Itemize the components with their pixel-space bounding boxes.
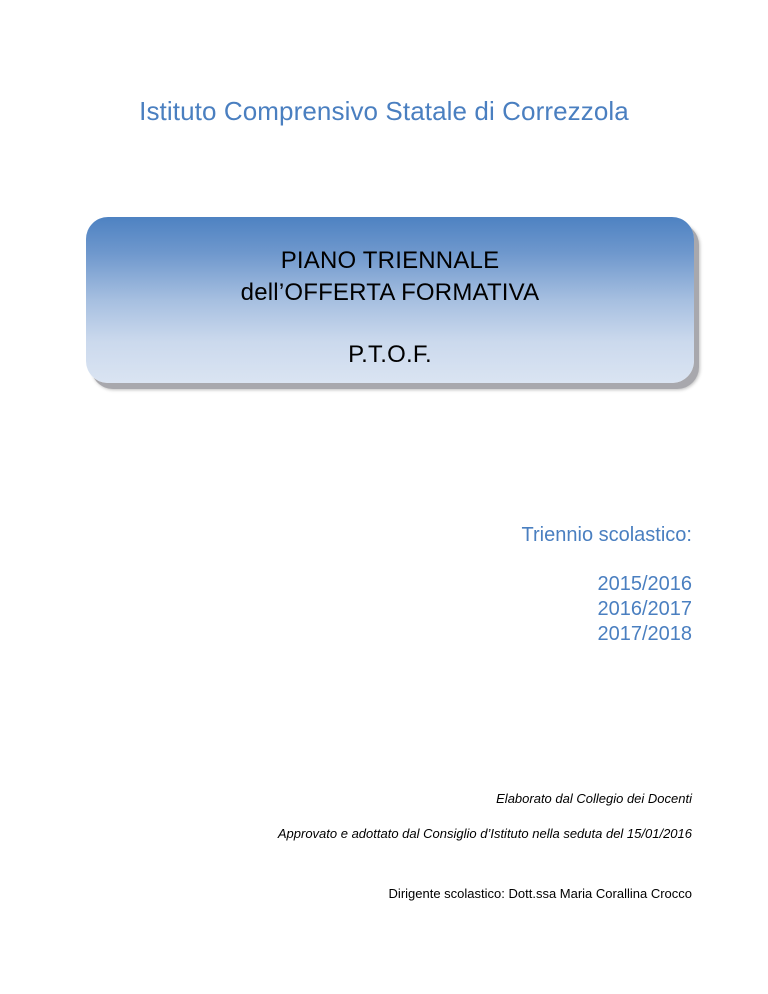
title-line-2: dell’OFFERTA FORMATIVA [240,279,540,306]
triennio-label: Triennio scolastico: [521,524,692,546]
school-name: Istituto Comprensivo Statale di Correzzola [139,96,629,126]
year-item: 2016/2017 [597,598,692,620]
title-box [86,217,694,383]
year-item: 2017/2018 [597,623,692,645]
dirigente-line: Dirigente scolastico: Dott.ssa Maria Corallina Crocco [388,886,692,901]
elaborato-note: Elaborato dal Collegio dei Docenti [496,791,692,806]
years-list [597,572,692,647]
title-line-1: PIANO TRIENNALE [280,247,500,274]
title-acronym: P.T.O.F. [348,341,432,368]
year-item: 2015/2016 [597,573,692,595]
approvato-note: Approvato e adottato dal Consiglio d’Istituto nella seduta del 15/01/2016 [277,826,692,841]
